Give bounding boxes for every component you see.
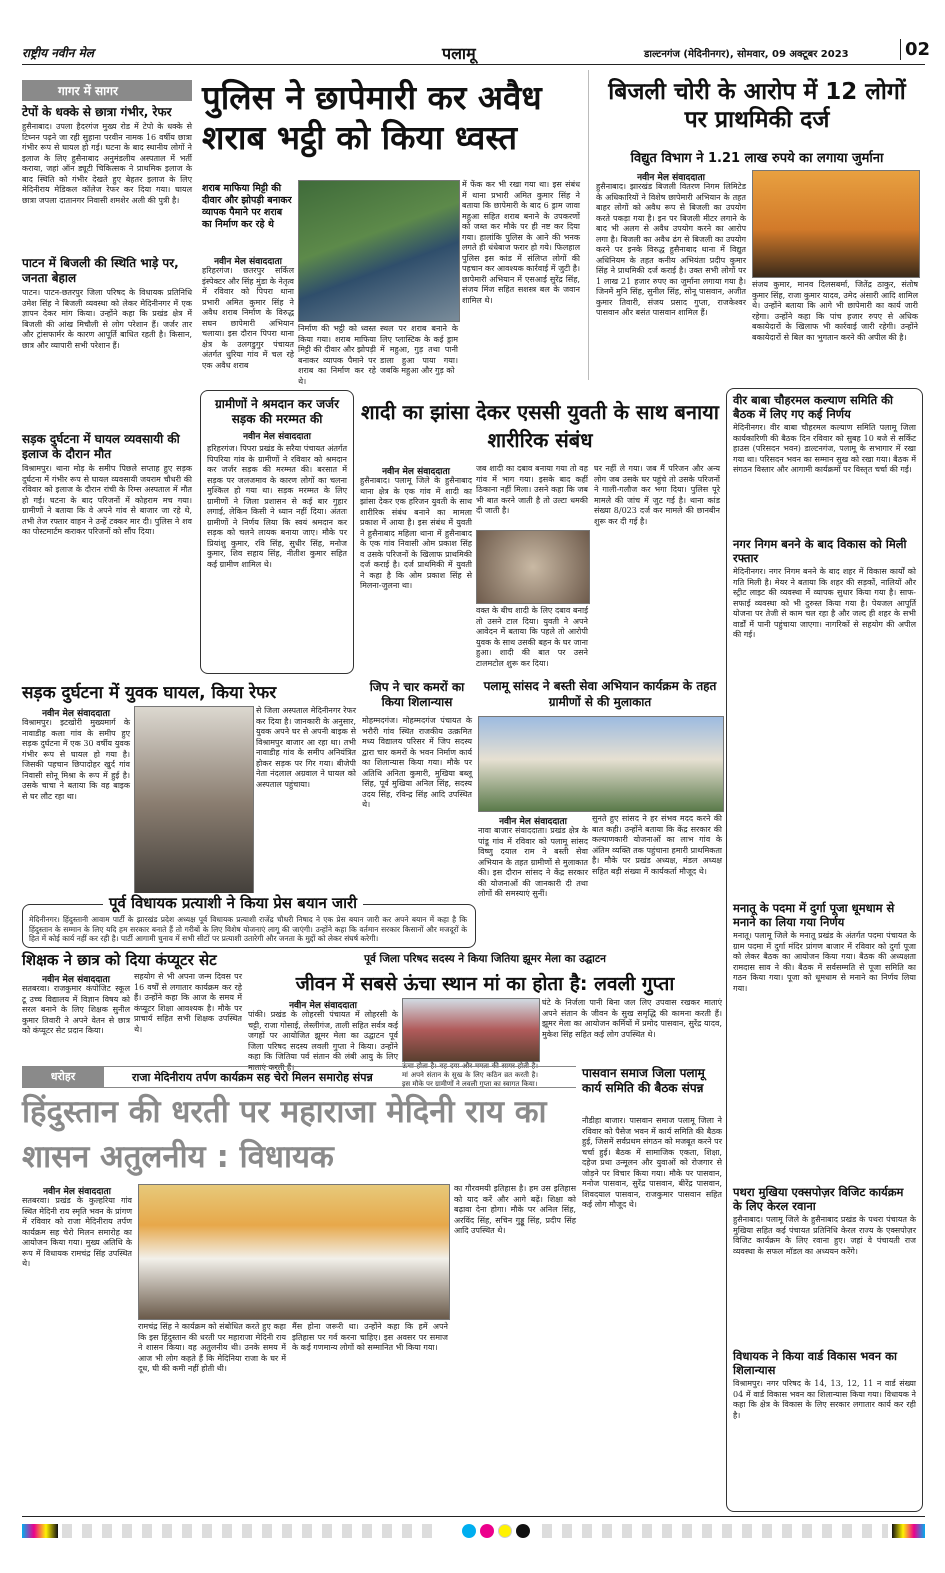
gagar-headline-3: सड़क दुर्घटना में घायल व्यवसायी की इलाज के दौरान मौत bbox=[22, 432, 180, 461]
labour-body: हरिहरगंज। पिपरा प्रखंड के सरैया पंचायत अंतर्गत पिपरिया गांव के ग्रामीणों ने रविवार को श्रमदान कर जर्जर सड़क की मरम्मत की। बरसात में सड़क पर जलजमाव के कारण लोगों का चलना मुश्किल हो गया था। सड़क मरम्मत के लिए ग्रामीणों ने जिला प्रशासन से कई बार गुहार लगाई, लेकिन किसी ने ध्यान नहीं दिया। अंततः ग्रामीणों ने निर्णय लिया कि स्वयं श्रमदान कर सड़क को चलने लायक बनाया जाए। मौके पर प्रियांशु कुमार, रवि सिंह, सुधीर सिंह, मनोज कुमार, शिव सहाय सिंह, नीतीश कुमार सहित कई ग्रामीण शामिल थे। bbox=[207, 444, 347, 569]
mother-photo bbox=[402, 998, 540, 1062]
paswan-body: नौडीहा बाजार। पासवान समाज पलामू जिला ने रविवार को पैसेज भवन में कार्य समिति की बैठक हुई, जिसमें सर्वप्रथम संगठन को मजबूत करने पर चर्चा हुई। बैठक में सामाजिक एकता, शिक्षा, दहेज प्रथा उन्मूलन और युवाओं को रोजगार से जोड़ने पर विचार किया गया। मौके पर पासवान, मनोज पासवान, सुरेंद्र पासवान, बीरेंद्र पासवान, शिवदयाल पासवान, राजकुमार पासवान सहित कई लोग मौजूद थे। bbox=[582, 1116, 722, 1209]
press-body: मेदिनीनगर। हिंदुस्तानी आवाम पार्टी के झारखंड प्रदेश अध्यक्ष पूर्व विधायक प्रत्याशी राजेंद्र चौधरी निषाद ने एक प्रेस बयान जारी कर अपने बयान में कहा है कि हिंदुस्तान के सम्मान के लिए यदि हम सरकार बनाते हैं तो गरीबों के लिए विशेष योजनाएं लागू की जाएंगी। उन्होंने कहा कि वर्तमान सरकार किसानों और मजदूरों के हित में कोई कार्य नहीं कर रही है। पार्टी आगामी चुनाव में सभी सीटों पर प्रत्याशी उतारेगी और जनता के मुद्दों को लेकर संघर्ष करेगी। bbox=[29, 915, 467, 943]
exploit-body-4: घर नहीं ले गया। जब मैं परिजन और अन्य लोग जब उसके घर पहुंचे तो उसके परिजनों ने गाली-गलौज कर भगा दिया। पुलिस पूरे मामले की जांच में जुट गई है। थाना कांड संख्या 8/023 दर्ज कर मामले की छानबीन शुरू कर दी गई है। bbox=[594, 464, 720, 526]
welfare-body-3: मनातू। पलामू जिले के मनातू प्रखंड के अंतर्गत पदमा पंचायत के ग्राम पदमा में दुर्गा मंदिर प्रांगण बाजार में रविवार को दुर्गा पूजा को लेकर बैठक का आयोजन किया गया। बैठक की अध्यक्षता रामदास साव ने की। बैठक में सर्वसम्मति से पूजा समिति का गठन किया गया। पूजा को धूमधाम से मनाने का निर्णय लिया गया। bbox=[733, 931, 916, 993]
heritage-body-2: रामचंद्र सिंह ने कार्यक्रम को संबोधित करते हुए कहा कि इस हिंदुस्तान की धरती पर महाराजा मेदिनी राय ने शासन किया। वह अतुलनीय थी। उनके समय में आज भी लोग कहते हैं कि मेदिनिया राजा के घर में दूध, घी की कमी नहीं होती थी। bbox=[138, 1322, 286, 1373]
heritage-kicker: राजा मेदिनीराय तर्पण कार्यक्रम सह चेरो मिलन समारोह संपन्न bbox=[132, 1071, 373, 1084]
exploit-body-3: वक्त के बीच शादी के लिए दबाव बनाई तो उसने टाल दिया। युवती ने अपने आवेदन में बताया कि पहले तो आरोपी युवक के साथ उसकी बहन के घर जाना हुआ। शादी की बात पर उसने टालमटोल शुरू कर दिया। bbox=[476, 606, 588, 668]
heritage-headline: हिंदुस्तान की धरती पर महाराजा मेदिनी राय का शासन अतुलनीय : विधायक bbox=[22, 1094, 547, 1175]
labour-headline: ग्रामीणों ने श्रमदान कर जर्जर सड़क की मरम्मत की bbox=[215, 397, 339, 426]
heritage-body-3: मैंस होना जरूरी था। उन्होंने कहा कि हमें अपने इतिहास पर गर्व करना चाहिए। इस अवसर पर समाज के कई गणमान्य लोगों को सम्मानित भी किया गया। bbox=[292, 1322, 448, 1352]
masthead bbox=[22, 39, 931, 65]
paswan-headline: पासवान समाज जिला पलामू कार्य समिति की बैठक संपन्न bbox=[582, 1066, 705, 1095]
welfare-headline: वीर बाबा चौहरमल कल्याण समिति की बैठक में लिए गए कई निर्णय bbox=[733, 393, 893, 421]
gagar-body-3: विश्रामपुर। थाना मोड़ के समीप पिछले सप्ताह हुए सड़क दुर्घटना में गंभीर रूप से घायल व्यवसायी जयराम चौधरी की रविवार को इलाज के दौरान रांची के रिम्स अस्पताल में मौत हो गई। घटना के बाद परिजनों में कोहराम मच गया। ग्रामीणों ने बताया कि वे अपने गांव से बाजार जा रहे थे, तभी तेज रफ्तार वाहन ने उन्हें टक्कर मार दी। पुलिस ने शव का पोस्टमार्टम कराकर परिजनों को सौंप दिया। bbox=[22, 464, 192, 536]
footer-rule bbox=[22, 1516, 925, 1517]
gagar-headline-2: पाटन में बिजली की स्थिति भाड़े पर, जनता बेहाल bbox=[22, 256, 179, 285]
exploit-headline: शादी का झांसा देकर एससी युवती के साथ बनाया शारीरिक संबंध bbox=[361, 400, 719, 452]
raid-headline: पुलिस ने छापेमारी कर अवैध शराब भट्ठी को किया ध्वस्त bbox=[202, 78, 542, 157]
mother-body-1: पांकी। प्रखंड के लोहरसी पंचायत में लोहरसी के चट्टी, राजा गोसाई, लेस्लीगंज, ताली सहित सर्वत्र कई जगहों पर आयोजित झूमर मेला का उद्घाटन पूर्व जिला परिषद सदस्य लवली गुप्ता ने किया। उन्होंने कहा कि जितिया पर्व संतान की लंबी आयु के लिए माताएं करती हैं। bbox=[248, 1010, 398, 1072]
mother-kicker: पूर्व जिला परिषद सदस्य ने किया जितिया झूमर मेला का उद्घाटन bbox=[364, 953, 606, 965]
gagar-section bbox=[22, 80, 192, 625]
dateline: डाल्टनगंज (मेदिनीनगर), सोमवार, 09 अक्टूबर 2023 bbox=[644, 49, 849, 60]
power-byline: नवीन मेल संवाददाता bbox=[637, 173, 705, 183]
raid-kicker: शराब माफिया मिट्टी की दीवार और झोपड़ी बनाकर व्यापक पैमाने पर शराब का निर्माण कर रहे थे bbox=[202, 183, 292, 230]
exploit-photo bbox=[476, 530, 590, 604]
vidyalaya-byline: नवीन मेल संवाददाता bbox=[42, 975, 110, 985]
raid-body-3: स्थल पर शराब बनाने के लिए प्लास्टिक के कई ड्राम में महुआ, गुड़ तथा पानी डाला हुआ पाया गया। जबकि महुआ और गुड़ को bbox=[380, 324, 458, 375]
power-body-1: हुसैनाबाद। झारखंड बिजली वितरण निगम लिमिटेड के अधिकारियों ने विशेष छापेमारी अभियान के तहत बाहर लोगों को अवैध रूप से बिजली का उपयोग करते पकड़ा गया है। इन पर बिजली मीटर लगाने के बाद भी अलग से अवैध उपयोग करने का आरोप लगा है। बिजली का अवैध ढंग से बिजली का उपयोग करने पर इनके विरुद्ध हुसैनाबाद थाना में विद्युत अधिनियम के तहत कनीय अभियंता प्रदीप कुमार सिंह ने प्राथमिकी दर्ज कराई है। उक्त सभी लोगों पर 1 लाख 21 हजार रुपए का जुर्माना लगाया गया है। जिनमें मुनि सिंह, सुनील सिंह, सोनू पासवान, अजीत कुमार तिवारी, संजय प्रसाद गुप्ता, राजकेश्वर पासवान और बसंत पासवान शामिल हैं। bbox=[596, 182, 746, 317]
mother-headline: जीवन में सबसे ऊंचा स्थान मां का होता है: लवली गुप्ता bbox=[295, 973, 675, 995]
power-subhead: विद्युत विभाग ने 1.21 लाख रुपये का लगाया जुर्माना bbox=[630, 151, 884, 166]
welfare-headline-4: पथरा मुखिया एक्सपोज़र विजिट कार्यक्रम के लिए केरल रवाना bbox=[733, 1185, 904, 1213]
injured-byline: नवीन मेल संवाददाता bbox=[42, 709, 110, 719]
gagar-body-2: पाटन। पाटन-छतरपुर जिला परिषद के विधायक प्रतिनिधि उमेश सिंह ने बिजली व्यवस्था को लेकर मेदिनीनगर में एक ज्ञापन देकर मांग किया। उन्होंने कहा कि प्रखंड क्षेत्र में बिजली की आंख मिचौली से लोग परेशान हैं। जर्जर तार और ट्रांसफार्मर के कारण आपूर्ति बाधित रहती है। किसान, छात्र और व्यापारी सभी परेशान हैं। bbox=[22, 288, 192, 350]
mp-headline: पलामू सांसद ने बस्ती सेवा अभियान कार्यक्रम के तहत ग्रामीणों से की मुलाकात bbox=[483, 679, 717, 709]
mother-body-3: घंटे के निर्जला पानी बिना जल लिए उपवास रखकर माताएं अपने संतान के जीवन के सुख समृद्धि की कामना करती हैं। झूमर मेला का आयोजन कर्मियों में प्रमोद पासवान, सुरेंद्र यादव, मुकेश सिंह सहित कई लोग उपस्थित थे। bbox=[542, 998, 722, 1039]
exploit-body-1: हुसैनाबाद। पलामू जिले के हुसैनाबाद थाना क्षेत्र के एक गांव में शादी का झांसा देकर एक हरिजन युवती के साथ शारीरिक संबंध बनाने का मामला प्रकाश में आया है। इस संबंध में युवती ने हुसैनाबाद महिला थाना में हुसैनाबाद के एक गांव निवासी ओम प्रकाश सिंह व उसके परिजनों के खिलाफ प्राथमिकी दर्ज कराई है। दर्ज प्राथमिकी में युवती ने कहा है कि ओम प्रकाश सिंह से मिलना-जुलना था। bbox=[360, 476, 472, 590]
page-number: 02 bbox=[900, 39, 930, 60]
gagar-body-1: हुसैनाबाद। उपला हैदरगंज मुख्य रोड में टेपो के धक्के से टिघ्नन पढ़ने जा रही सुहाना परवीन नामक 16 वर्षीय छात्रा गंभीर रूप से घायल हो गई। घटना के बाद स्थानीय लोगों ने इलाज के लिए हुसैनाबाद अनुमंडलीय अस्पताल में भर्ती कराया, जहां ऑन ड्यूटी चिकित्सक ने प्राथमिक इलाज के बाद स्थिति को गंभीर देखते हुए बेहतर इलाज के लिए मेदिनीराय मेडिकल कॉलेज रेफर कर दिया गया। घायल छात्रा जपला दातानगर निवासी शमशेर अली की पुत्री है। bbox=[22, 122, 192, 205]
raid-photo bbox=[298, 180, 460, 322]
raid-byline: नवीन मेल संवाददाता bbox=[214, 257, 282, 267]
heritage-byline: नवीन मेल संवाददाता bbox=[43, 1187, 111, 1197]
welfare-body-4: हुसैनाबाद। पलामू जिले के हुसैनाबाद प्रखंड के पथरा पंचायत के मुखिया सहित कई पंचायत प्रतिनिधि केरल राज्य के एक्सपोज़र विजिट कार्यक्रम के लिए रवाना हुए। जहां वे पंचायती राज व्यवस्था के सफल मॉडल का अध्ययन करेंगे। bbox=[733, 1215, 916, 1256]
paper-name: राष्ट्रीय नवीन मेल bbox=[22, 46, 94, 60]
press-box bbox=[22, 894, 476, 948]
heritage-bar bbox=[22, 1066, 576, 1088]
heritage-tag: धरोहर bbox=[22, 1067, 104, 1087]
power-photo bbox=[752, 170, 920, 278]
mp-photo bbox=[478, 716, 724, 812]
mp-body-2: सुनते हुए सांसद ने हर संभव मदद करने की बात कही। उन्होंने बताया कि केंद्र सरकार की कल्याणकारी योजनाओं का लाभ गांव के अंतिम व्यक्ति तक पहुंचाना हमारी प्राथमिकता है। मौके पर प्रखंड अध्यक्ष, मंडल अध्यक्ष सहित बड़ी संख्या में कार्यकर्ता मौजूद थे। bbox=[592, 814, 722, 876]
raid-body-2: निर्माण की भट्ठी को ध्वस्त किया गया। शराब माफिया मिट्टी की दीवार और झोपड़ी बनाकर व्यापक पैमाने पर शराब का निर्माण कर रहे थे। bbox=[298, 324, 376, 386]
vidyalaya-body-1: सतबरवा। राजकुमार कंपोजिट स्कूल टू उच्च विद्यालय में विज्ञान विषय को सरल बनाने के लिए शिक्षक सुनील कुमार तिवारी ने अपने वेतन से छात्र को कंप्यूटर सेट प्रदान किया। bbox=[22, 984, 130, 1035]
injured-body-1: विश्रामपुर। इटखोरी मुख्यमार्ग के नावाडीह कला गांव के समीप हुए सड़क दुर्घटना में एक 30 वर्षीय युवक गंभीर रूप से घायल हो गया है। जिसकी पहचान छिपादोहर खुर्द गांव निवासी सोनू मिश्रा के रूप में हुई है। उसके चाचा ने बताया कि वह बाइक से घर लौट रहा था। bbox=[22, 718, 130, 801]
injured-photo bbox=[134, 706, 254, 902]
color-registration-bar bbox=[22, 1524, 925, 1538]
raid-body-4: में फेंक कर भी रखा गया था। इस संबंध में थाना प्रभारी अमित कुमार सिंह ने बताया कि छापेमारी के बाद 6 ड्राम जावा महुआ सहित शराब बनाने के उपकरणों को जब्त कर मौके पर ही नष्ट कर दिया गया। हालांकि पुलिस के आने की भनक लगते ही धंधेबाज फरार हो गये। फिलहाल पुलिस इस कांड में संलिप्त लोगों की पहचान कर आवश्यक कार्रवाई में जुटी है। छापेमारी अभियान में एसआई सुरेंद्र सिंह, संजय मिंज सहित सशस्त्र बल के जवान शामिल थे। bbox=[462, 180, 580, 305]
welfare-headline-2: नगर निगम बनने के बाद विकास को मिली रफ्तार bbox=[733, 537, 907, 565]
injured-body-2: से जिला अस्पताल मेदिनीनगर रेफर कर दिया है। जानकारी के अनुसार, युवक अपने घर से अपनी बाइक से विश्रामपुर बाजार आ रहा था। तभी नावाडीह गांव के समीप अनियंत्रित होकर सड़क पर गिर गया। बीजेपी नेता नंदलाल अग्रवाल ने घायल को अस्पताल पहुंचाया। bbox=[256, 706, 356, 789]
mp-byline: नवीन मेल संवाददाता bbox=[499, 817, 567, 827]
exploit-byline: नवीन मेल संवाददाता bbox=[382, 467, 450, 477]
gagar-headline-1: टेपों के धक्के से छात्रा गंभीर, रेफर bbox=[22, 105, 172, 119]
power-divider bbox=[588, 70, 589, 380]
section-title: पलामू bbox=[442, 44, 476, 63]
welfare-body: मेदिनीनगर। वीर बाबा चौहरमल कल्याण समिति पलामू जिला कार्यकारिणी की बैठक दिन रविवार को सुबह 10 बजे से सर्किट हाउस (परिसदन भवन) डाल्टनगंज, पलामू के सभागार में रखा गया था। परिसदन भवन का सम्मान सुख को रखा गया। बैठक में संगठन विस्तार और आगामी कार्यक्रमों पर विस्तृत चर्चा की गई। bbox=[733, 423, 916, 474]
welfare-headline-3: मनातू के पदमा में दुर्गा पूजा धूमधाम से मनाने का लिया गया निर्णय bbox=[733, 901, 895, 929]
exploit-body-2: जब शादी का दबाव बनाया गया तो वह गांव में भाग गया। इसके बाद कहीं ठिकाना नहीं मिला। उसने कहा कि जब भी बात करने जाती है तो उल्टा धमकी दी जाती है। bbox=[476, 464, 588, 515]
school-headline: जिप ने चार कमरों का किया शिलान्यास bbox=[369, 680, 465, 709]
mother-body-2: ऊंचा होता है। वह दया और ममता की सागर होती है। मां अपने संतान के सुख के लिए कठिन व्रत करती है। इस मौके पर ग्रामीणों ने लवली गुप्ता का स्वागत किया। bbox=[402, 1062, 538, 1088]
school-body: मोहम्मदगंज। मोहम्मदगंज पंचायत के भरौरी गांव स्थित राजकीय उत्क्रमित मध्य विद्यालय परिसर में जिप सदस्य द्वारा चार कमरों के भवन निर्माण कार्य का शिलान्यास किया गया। मौके पर अतिथि अनिता कुमारी, मुखिया बब्लू सिंह, पूर्व मुखिया अनिल सिंह, सदस्य उदय सिंह, रविन्द्र सिंह आदि उपस्थित थे। bbox=[362, 716, 472, 809]
labour-box bbox=[200, 390, 354, 674]
power-body-2: संजय कुमार, मानव दिलसबर्मा, जितेंद्र ठाकुर, संतोष कुमार सिंह, राजा कुमार यादव, उमेद अंसारी आदि शामिल थे। उन्होंने बताया कि आगे भी छापेमारी का कार्य जारी रहेगा। उन्होंने कहा कि पांच हजार रुपए से अधिक बकायेदारों के खिलाफ भी कार्रवाई जारी रहेगी। उन्होंने बकायेदारों से बिल का भुगतान करने की अपील की है। bbox=[752, 280, 918, 342]
welfare-body-2: मेदिनीनगर। नगर निगम बनने के बाद शहर में विकास कार्यों को गति मिली है। मेयर ने बताया कि शहर की सड़कों, नालियों और स्ट्रीट लाइट की व्यवस्था में व्यापक सुधार किया गया है। साफ-सफाई व्यवस्था को भी दुरुस्त किया गया है। पेयजल आपूर्ति योजना पर तेजी से काम चल रहा है और जल्द ही शहर के सभी वार्डों में पानी पहुंचाया जाएगा। नागरिकों से सहयोग की अपील की गई। bbox=[733, 567, 916, 639]
vidyalaya-body-2: सहयोग से भी अपना जन्म दिवस पर 16 वर्षों से लगातार कार्यक्रम कर रहे हैं। उन्होंने कहा कि आज के समय में कंप्यूटर शिक्षा आवश्यक है। मौके पर प्राचार्य सहित सभी शिक्षक उपस्थित थे। bbox=[134, 972, 242, 1034]
gagar-label: गागर में सागर bbox=[22, 80, 192, 101]
mother-byline: नवीन मेल संवाददाता bbox=[289, 1001, 357, 1011]
welfare-box bbox=[726, 388, 923, 1512]
heritage-body-4: का गौरवमयी इतिहास है। हम उस इतिहास को याद करें और आगे बढ़ें। शिक्षा को बढ़ावा देना होगा। मौके पर अनिल सिंह, अरविंद सिंह, सचिन गुड्डू सिंह, प्रदीप सिंह आदि उपस्थित थे। bbox=[454, 1184, 576, 1235]
heritage-photo bbox=[138, 1184, 450, 1320]
press-headline: पूर्व विधायक प्रत्याशी ने किया प्रेस बयान जारी bbox=[103, 893, 363, 913]
power-headline: बिजली चोरी के आरोप में 12 लोगों पर प्राथमिकी दर्ज bbox=[608, 79, 906, 133]
mp-body-1: नावा बाजार संवाददाता। प्रखंड क्षेत्र के पांडू गांव में रविवार को पलामू सांसद विष्णु दयाल राम ने बस्ती सेवा अभियान के तहत ग्रामीणों से मुलाकात की। इस दौरान सांसद ने केंद्र सरकार की योजनाओं की जानकारी दी तथा लोगों की समस्याएं सुनीं। bbox=[478, 826, 588, 898]
raid-body-1: हरिहरगंज। छतरपुर सर्किल इंस्पेक्टर और सिंह मुंडा के नेतृत्व में रविवार को पिपरा थाना प्रभारी अमित कुमार सिंह ने अवैध शराब निर्माण के विरुद्ध सघन छापेमारी अभियान चलाया। इस दौरान पिपरा थाना क्षेत्र के उलगडुगुर पंचायत अंतर्गत धुरिया गांव में चल रहे एक अवैध शराब bbox=[202, 266, 294, 370]
heritage-body-1: सतबरवा। प्रखंड के कुल्हरिया गांव स्थित मेदिनी राय स्मृति भवन के प्रांगण में रविवार को राजा मेदिनीराय तर्पण कार्यक्रम सह चेरो मिलन समारोह का आयोजन किया गया। मुख्य अतिथि के रूप में विधायक रामचंद्र सिंह उपस्थित थे। bbox=[22, 1196, 132, 1268]
welfare-body-5: विश्रामपुर। नगर परिषद के 14, 13, 12, 11 न वार्ड संख्या 04 में वार्ड विकास भवन का शिलान्यास किया गया। विधायक ने कहा कि क्षेत्र के विकास के लिए सरकार लगातार कार्य कर रही है। bbox=[733, 1379, 916, 1420]
vidyalaya-headline: शिक्षक ने छात्र को दिया कंप्यूटर सेट bbox=[22, 951, 217, 969]
labour-byline: नवीन मेल संवाददाता bbox=[243, 432, 311, 442]
injured-headline: सड़क दुर्घटना में युवक घायल, किया रेफर bbox=[22, 683, 277, 703]
welfare-headline-5: विधायक ने किया वार्ड विकास भवन का शिलान्यास bbox=[733, 1349, 897, 1377]
